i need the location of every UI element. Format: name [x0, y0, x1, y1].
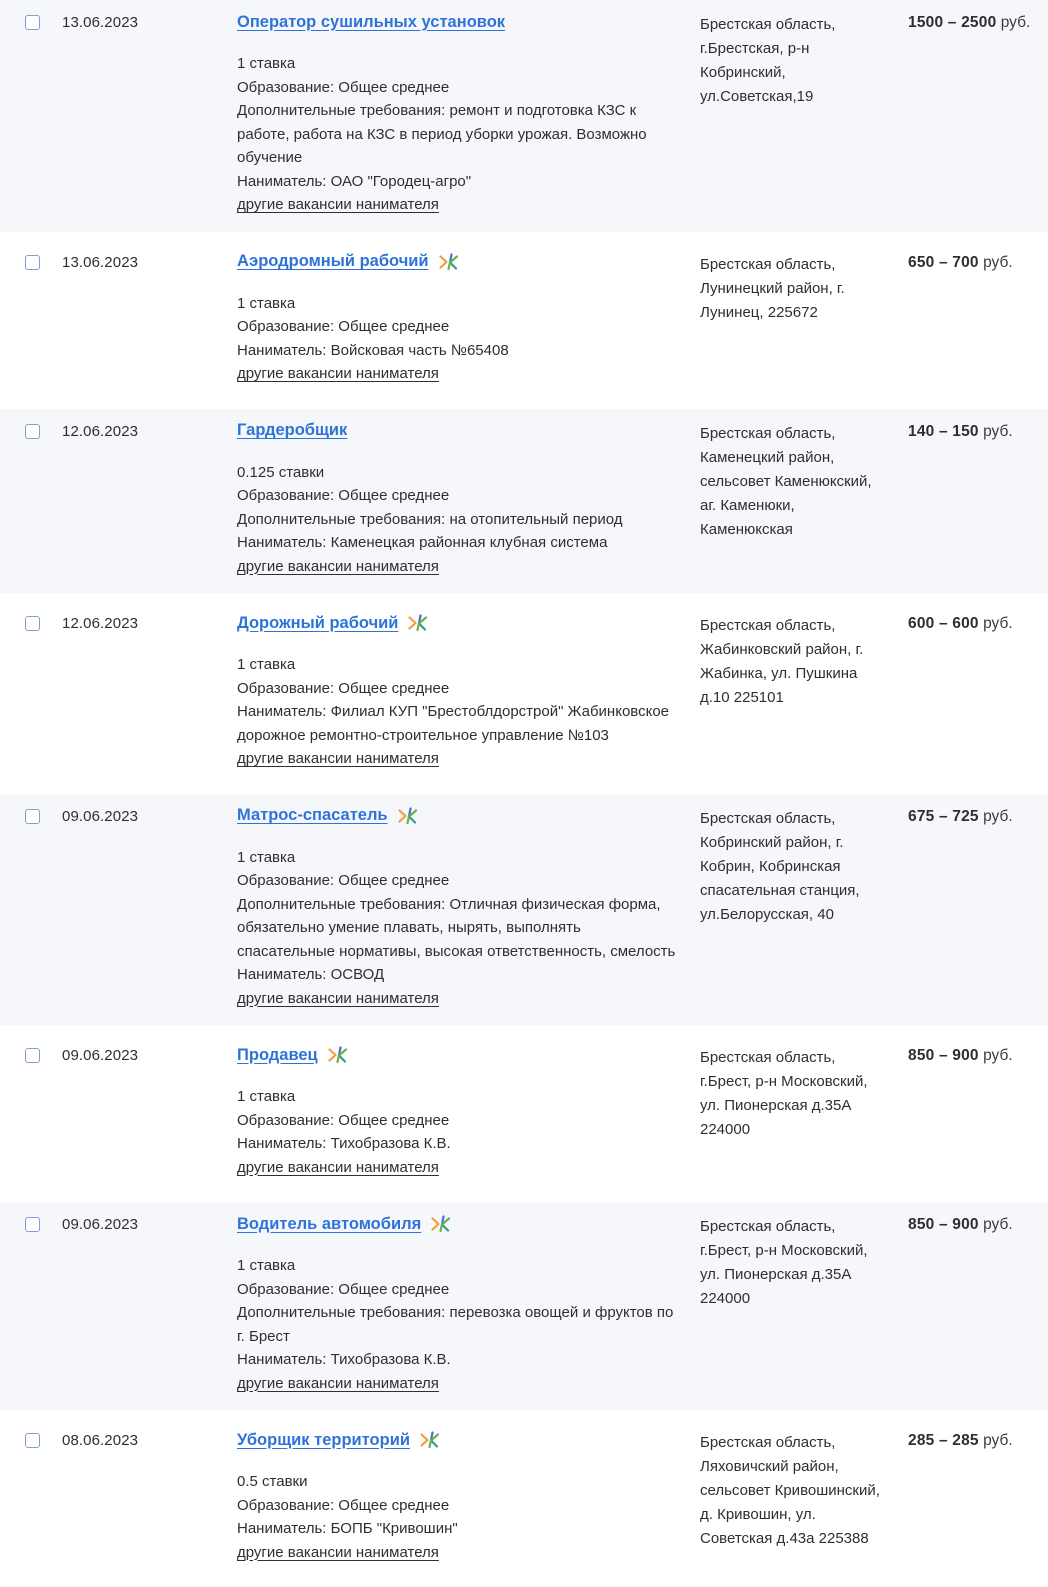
- vacancy-main-cell: [237, 612, 700, 771]
- vacancy-detail: 1 ставка: [237, 55, 296, 72]
- salary-range: 1500 – 2500: [908, 14, 997, 31]
- vacancy-detail: 1 ставка: [237, 1088, 296, 1105]
- employer-vacancies-link[interactable]: другие вакансии нанимателя: [237, 1158, 439, 1176]
- vacancy-main-cell: [237, 1213, 700, 1395]
- checkbox-cell: [0, 251, 62, 386]
- vacancy-detail: 1 ставка: [237, 294, 296, 312]
- sparkle-icon: [407, 613, 429, 633]
- row-checkbox[interactable]: [25, 424, 40, 439]
- employer-vacancies-link[interactable]: другие вакансии нанимателя: [237, 1374, 439, 1392]
- vacancy-details: [237, 846, 680, 987]
- sparkle-icon: [397, 806, 419, 826]
- row-checkbox[interactable]: [25, 809, 40, 824]
- vacancy-detail: Образование: Общее среднее: [237, 487, 450, 504]
- checkbox-cell: [0, 420, 62, 579]
- sparkle-icon: [438, 252, 460, 272]
- vacancy-row: [0, 794, 1048, 1026]
- vacancy-detail: Наниматель: Каменецкая районная клубная система: [237, 534, 608, 551]
- vacancy-main-cell: [237, 11, 700, 217]
- vacancy-details: [237, 461, 680, 555]
- vacancy-title-link[interactable]: Гардеробщик: [237, 421, 348, 439]
- vacancy-detail: Дополнительные требования: ремонт и подготовка КЗС к работе, работа на КЗС в период уборки урожая. Возможно обучение: [237, 102, 647, 166]
- salary-range: 850 – 900: [908, 1216, 979, 1233]
- checkbox-cell: [0, 805, 62, 1011]
- checkbox-cell: [0, 612, 62, 771]
- vacancy-salary: [908, 805, 1048, 1011]
- row-checkbox[interactable]: [25, 1433, 40, 1448]
- checkbox-cell: [0, 11, 62, 217]
- checkbox-cell: [0, 1044, 62, 1179]
- vacancy-detail: 1 ставка: [237, 656, 296, 673]
- vacancy-salary: [908, 1213, 1048, 1395]
- vacancy-location: Брестская область, г.Брестская, р-н Кобринский, ул.Советская,19: [700, 16, 836, 105]
- row-checkbox[interactable]: [25, 15, 40, 30]
- vacancy-date: 08.06.2023: [62, 1432, 139, 1449]
- vacancy-detail: Образование: Общее среднее: [237, 1111, 450, 1129]
- vacancy-detail: Образование: Общее среднее: [237, 78, 450, 96]
- row-checkbox[interactable]: [25, 616, 40, 631]
- vacancy-details: [237, 1085, 680, 1156]
- vacancy-title-link[interactable]: Уборщик территорий: [237, 1430, 410, 1449]
- vacancy-row: [0, 601, 1048, 786]
- vacancy-details: [237, 292, 680, 363]
- sparkle-icon: [430, 1214, 452, 1234]
- vacancy-detail: Образование: Общее среднее: [237, 1496, 450, 1514]
- vacancy-salary: [908, 1429, 1048, 1564]
- vacancy-salary: [908, 612, 1048, 771]
- vacancy-detail: Образование: Общее среднее: [237, 318, 450, 335]
- vacancy-detail: Наниматель: Тихобразова К.В.: [237, 1135, 451, 1152]
- vacancy-date: 09.06.2023: [62, 807, 139, 825]
- vacancy-details: [237, 1470, 680, 1541]
- sparkle-icon: [327, 1045, 349, 1065]
- vacancy-row: [0, 1202, 1048, 1410]
- row-checkbox[interactable]: [25, 255, 40, 270]
- vacancy-location: Брестская область, Кобринский район, г. Кобрин, Кобринская спасательная станция, ул.Белорусская, 40: [700, 809, 860, 923]
- vacancy-date: 12.06.2023: [62, 615, 139, 632]
- vacancy-location: Брестская область, Лунинецкий район, г. Лунинец, 225672: [700, 255, 845, 321]
- vacancy-row: [0, 409, 1048, 594]
- vacancy-main-cell: [237, 1044, 700, 1179]
- row-checkbox[interactable]: [25, 1048, 40, 1063]
- vacancy-row: [0, 240, 1048, 401]
- salary-range: 600 – 600: [908, 615, 979, 632]
- salary-range: 675 – 725: [908, 807, 979, 825]
- salary-range: 140 – 150: [908, 422, 979, 440]
- salary-unit: руб.: [983, 422, 1013, 440]
- vacancy-row: [0, 0, 1048, 232]
- vacancy-location: Брестская область, Жабинковский район, г. Жабинка, ул. Пушкина д.10 225101: [700, 617, 864, 706]
- salary-range: 650 – 700: [908, 253, 979, 271]
- vacancy-salary: [908, 251, 1048, 386]
- vacancy-main-cell: [237, 251, 700, 386]
- vacancy-main-cell: [237, 1429, 700, 1564]
- vacancy-detail: Образование: Общее среднее: [237, 679, 450, 697]
- vacancy-date: 09.06.2023: [62, 1047, 139, 1064]
- checkbox-cell: [0, 1213, 62, 1395]
- employer-vacancies-link[interactable]: другие вакансии нанимателя: [237, 1543, 439, 1561]
- vacancy-detail: Наниматель: БОПБ "Кривошин": [237, 1520, 458, 1537]
- vacancy-title-link[interactable]: Дорожный рабочий: [237, 613, 399, 632]
- vacancy-detail: 1 ставка: [237, 1257, 296, 1274]
- vacancy-title-link[interactable]: Водитель автомобиля: [237, 1214, 422, 1233]
- vacancy-main-cell: [237, 805, 700, 1011]
- vacancy-detail: Дополнительные требования: перевозка овощей и фруктов по г. Брест: [237, 1304, 674, 1345]
- vacancy-location: Брестская область, г.Брест, р-н Московский, ул. Пионерская д.35А 224000: [700, 1218, 868, 1307]
- salary-unit: руб.: [983, 253, 1013, 271]
- employer-vacancies-link[interactable]: другие вакансии нанимателя: [237, 365, 439, 382]
- employer-vacancies-link[interactable]: другие вакансии нанимателя: [237, 989, 439, 1007]
- salary-range: 850 – 900: [908, 1047, 979, 1064]
- vacancy-title-link[interactable]: Продавец: [237, 1045, 318, 1064]
- vacancy-detail: Наниматель: Тихобразова К.В.: [237, 1351, 451, 1368]
- employer-vacancies-link[interactable]: другие вакансии нанимателя: [237, 196, 439, 213]
- vacancy-title-link[interactable]: Аэродромный рабочий: [237, 252, 429, 270]
- vacancy-main-cell: [237, 420, 700, 579]
- vacancy-date: 12.06.2023: [62, 422, 139, 440]
- vacancy-details: [237, 1254, 680, 1372]
- vacancy-detail: Наниматель: Войсковая часть №65408: [237, 341, 509, 359]
- salary-unit: руб.: [983, 1047, 1013, 1064]
- vacancy-salary: [908, 420, 1048, 579]
- salary-unit: руб.: [983, 1432, 1013, 1449]
- vacancy-salary: [908, 1044, 1048, 1179]
- vacancy-detail: 0.5 ставки: [237, 1473, 308, 1490]
- employer-vacancies-link[interactable]: другие вакансии нанимателя: [237, 557, 439, 575]
- vacancy-date: 13.06.2023: [62, 253, 139, 271]
- vacancy-detail: 0.125 ставки: [237, 463, 325, 481]
- row-checkbox[interactable]: [25, 1217, 40, 1232]
- checkbox-cell: [0, 1429, 62, 1564]
- vacancy-location: Брестская область, г.Брест, р-н Московский, ул. Пионерская д.35А 224000: [700, 1049, 868, 1138]
- vacancy-detail: Образование: Общее среднее: [237, 872, 450, 889]
- salary-unit: руб.: [983, 1216, 1013, 1233]
- vacancy-title-link[interactable]: Оператор сушильных установок: [237, 12, 506, 31]
- salary-range: 285 – 285: [908, 1432, 979, 1449]
- vacancy-detail: Дополнительные требования: на отопительный период: [237, 510, 623, 528]
- vacancy-row: [0, 1033, 1048, 1194]
- vacancy-detail: 1 ставка: [237, 848, 296, 866]
- vacancy-salary: [908, 11, 1048, 217]
- vacancy-date: 13.06.2023: [62, 14, 139, 31]
- employer-vacancies-link[interactable]: другие вакансии нанимателя: [237, 750, 439, 767]
- salary-unit: руб.: [983, 807, 1013, 825]
- vacancy-detail: Наниматель: Филиал КУП "Брестоблдорстрой" Жабинковское дорожное ремонтно-строительное управление №103: [237, 703, 670, 744]
- sparkle-icon: [419, 1430, 441, 1450]
- vacancy-detail: Образование: Общее среднее: [237, 1280, 450, 1298]
- vacancy-details: [237, 52, 680, 193]
- vacancy-detail: Дополнительные требования: Отличная физическая форма, обязательно умение плавать, нырять, выполнять спасательные нормативы, высокая ответственность, смелость: [237, 895, 676, 960]
- vacancy-details: [237, 653, 680, 747]
- vacancy-location: Брестская область, Каменецкий район, сельсовет Каменюкский, аг. Каменюки, Каменюкская: [700, 424, 872, 538]
- vacancy-location: Брестская область, Ляховичский район, сельсовет Кривошинский, д. Кривошин, ул. Советская д.43а 225388: [700, 1434, 880, 1547]
- vacancy-detail: Наниматель: ОСВОД: [237, 966, 385, 983]
- salary-unit: руб.: [1000, 14, 1031, 31]
- vacancy-date: 09.06.2023: [62, 1216, 139, 1233]
- vacancy-detail: Наниматель: ОАО "Городец-агро": [237, 172, 472, 190]
- vacancy-title-link[interactable]: Матрос-спасатель: [237, 806, 388, 824]
- salary-unit: руб.: [983, 615, 1013, 632]
- vacancy-row: [0, 1418, 1048, 1579]
